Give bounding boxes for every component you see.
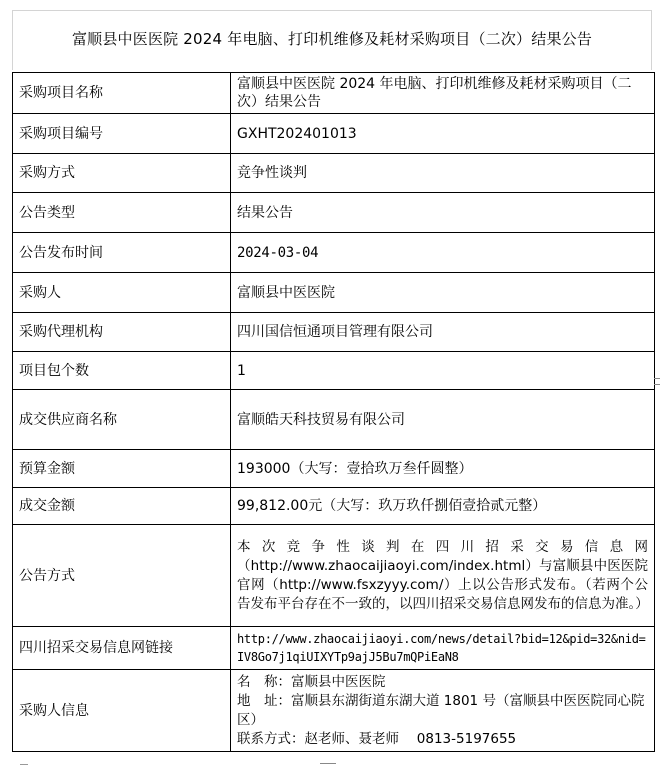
row-value: 富顺皓天科技贸易有限公司 [231,390,655,450]
row-value: 竞争性谈判 [231,154,655,193]
row-value: 193000（大写：壹拾玖万叁仟圆整） [231,450,655,488]
table-row [13,273,655,313]
page-title: 富顺县中医医院 2024 年电脑、打印机维修及耗材采购项目（二次）结果公告 [71,30,593,48]
row-label: 采购项目名称 [13,73,231,114]
row-value: 1 [231,352,655,390]
table-row [13,233,655,273]
row-label: 成交供应商名称 [13,390,231,450]
row-value: 本次竞争性谈判在四川招采交易信息网（http://www.zhaocaijiaoyi.com/index.html）与富顺县中医医院官网（http://www.fsxzyyy.com/）上以公告形式发布。（若两个公告发布平台存在不一致的，以四川招采交易信息网发布的信息为准。） [231,525,655,627]
row-label: 采购人 [13,273,231,313]
table-row [13,525,655,627]
page-edge-mark [20,764,28,765]
announcement-table [12,72,655,752]
row-label: 四川招采交易信息网链接 [13,627,231,670]
sheet-gridline [12,10,652,11]
row-label: 成交金额 [13,488,231,525]
row-label: 预算金额 [13,450,231,488]
page-edge-mark [320,763,336,764]
row-value: 99,812.00元（大写：玖万玖仟捌佰壹拾贰元整） [231,488,655,525]
purchaser-address-line: 地 址：富顺县东湖街道东湖大道 1801 号（富顺县中医医院同心院区） [237,692,645,728]
table-row [13,627,655,670]
purchaser-name-line: 名 称：富顺县中医医院 [237,673,386,690]
row-label: 公告方式 [13,525,231,627]
table-row [13,352,655,390]
row-label: 公告类型 [13,193,231,233]
table-row [13,73,655,114]
table-row [13,154,655,193]
row-value: 结果公告 [231,193,655,233]
plus-marker-icon [652,374,660,394]
row-value: 富顺县中医医院 2024 年电脑、打印机维修及耗材采购项目（二次）结果公告 [231,73,655,114]
table-row [13,313,655,352]
row-value: 四川国信恒通项目管理有限公司 [231,313,655,352]
row-label: 采购方式 [13,154,231,193]
row-link[interactable]: http://www.zhaocaijiaoyi.com/news/detail?bid=12&pid=32&nid=IV8Go7j1qiUIXYTp9ajJ5Bu7mQPiEaN8 [231,627,655,670]
table-row [13,450,655,488]
row-value: GXHT202401013 [231,114,655,154]
row-value: 富顺县中医医院 [231,273,655,313]
table-row [13,390,655,450]
row-label: 采购代理机构 [13,313,231,352]
table-row [13,488,655,525]
purchaser-info [231,670,655,752]
table-row [13,114,655,154]
row-label: 项目包个数 [13,352,231,390]
row-value: 2024-03-04 [231,233,655,273]
table-row [13,670,655,752]
table-row [13,193,655,233]
row-label: 采购人信息 [13,670,231,752]
row-label: 公告发布时间 [13,233,231,273]
row-label: 采购项目编号 [13,114,231,154]
purchaser-contact-line: 联系方式：赵老师、聂老师 0813-5197655 [237,730,517,747]
